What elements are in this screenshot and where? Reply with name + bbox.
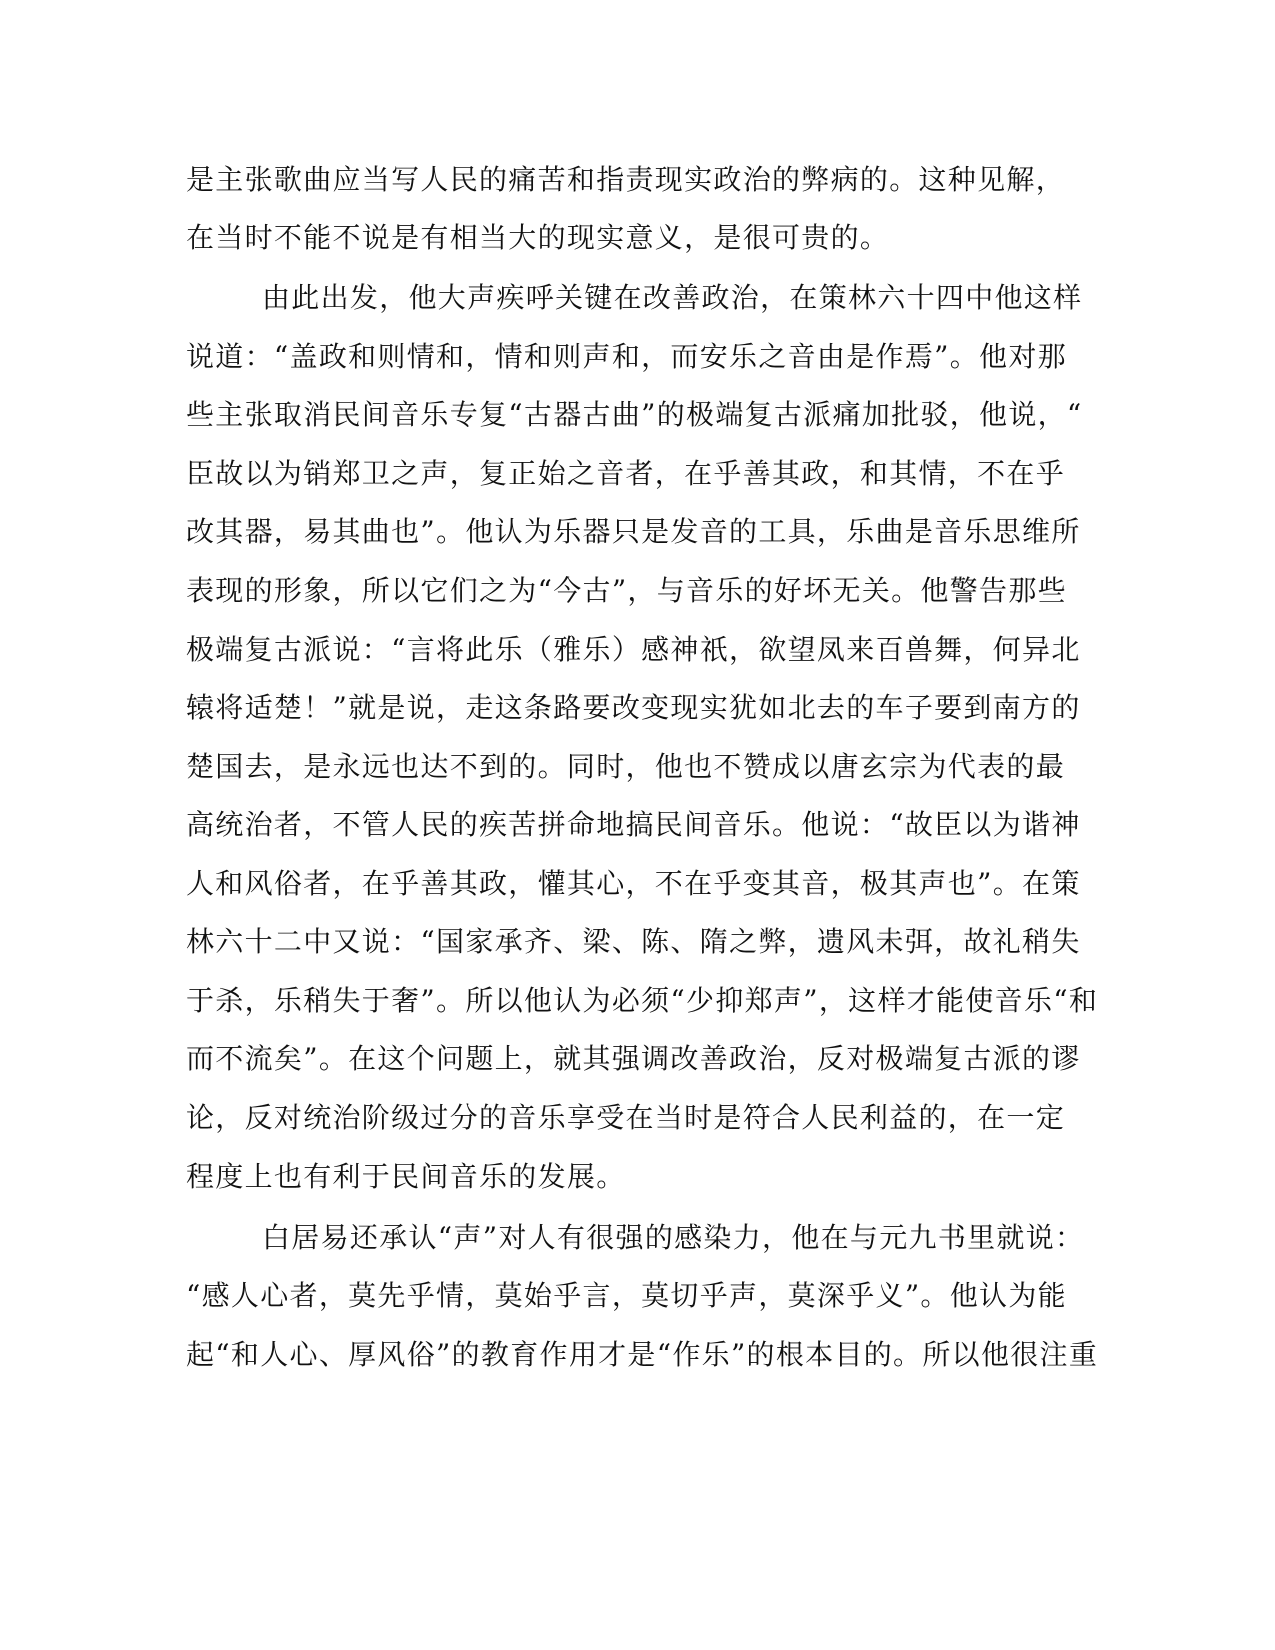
- paragraph-first-line: 由此出发，他大声疾呼关键在改善政治，在策林六十四中他这样: [262, 281, 1083, 314]
- text-line: “感人心者，莫先乎情，莫始乎言，莫切乎声，莫深乎义”。他认为能: [186, 1279, 1067, 1312]
- paragraph-first-line: 白居易还承认“声”对人有很强的感染力，他在与元九书里就说：: [262, 1221, 1085, 1254]
- text-line: 辕将适楚！”就是说，走这条路要改变现实犹如北去的车子要到南方的: [186, 691, 1081, 724]
- text-line: 改其器，易其曲也”。他认为乐器只是发音的工具，乐曲是音乐思维所: [186, 515, 1081, 548]
- text-line: 论，反对统治阶级过分的音乐享受在当时是符合人民利益的，在一定: [186, 1101, 1066, 1134]
- text-line: 人和风俗者，在乎善其政，懽其心，不在乎变其音，极其声也”。在策: [186, 867, 1081, 900]
- text-line: 起“和人心、厚风俗”的教育作用才是“作乐”的根本目的。所以他很注重: [186, 1338, 1099, 1371]
- text-line: 是主张歌曲应当写人民的痛苦和指责现实政治的弊病的。这种见解，: [186, 163, 1066, 196]
- text-line: 高统治者，不管人民的疾苦拼命地搞民间音乐。他说：“故臣以为谐神: [186, 808, 1081, 841]
- text-line: 林六十二中又说：“国家承齐、梁、陈、隋之弊，遗风未弭，故礼稍失: [186, 925, 1081, 958]
- text-line: 些主张取消民间音乐专复“古器古曲”的极端复古派痛加批驳，他说，“: [186, 398, 1083, 431]
- text-line: 于杀，乐稍失于奢”。所以他认为必须“少抑郑声”，这样才能使音乐“和: [186, 984, 1099, 1017]
- text-line: 说道：“盖政和则情和，情和则声和，而安乐之音由是作焉”。他对那: [186, 340, 1067, 373]
- text-line: 程度上也有利于民间音乐的发展。: [186, 1160, 626, 1193]
- text-line: 臣故以为销郑卫之声，复正始之音者，在乎善其政，和其情，不在乎: [186, 457, 1066, 490]
- text-line: 而不流矣”。在这个问题上，就其强调改善政治，反对极端复古派的谬: [186, 1042, 1081, 1075]
- text-line: 楚国去，是永远也达不到的。同时，他也不赞成以唐玄宗为代表的最: [186, 750, 1066, 783]
- text-line: 在当时不能不说是有相当大的现实意义，是很可贵的。: [186, 221, 890, 254]
- text-line: 极端复古派说：“言将此乐（雅乐）感神祇，欲望凤来百兽舞，何异北: [186, 633, 1081, 666]
- text-line: 表现的形象，所以它们之为“今古”，与音乐的好坏无关。他警告那些: [186, 574, 1067, 607]
